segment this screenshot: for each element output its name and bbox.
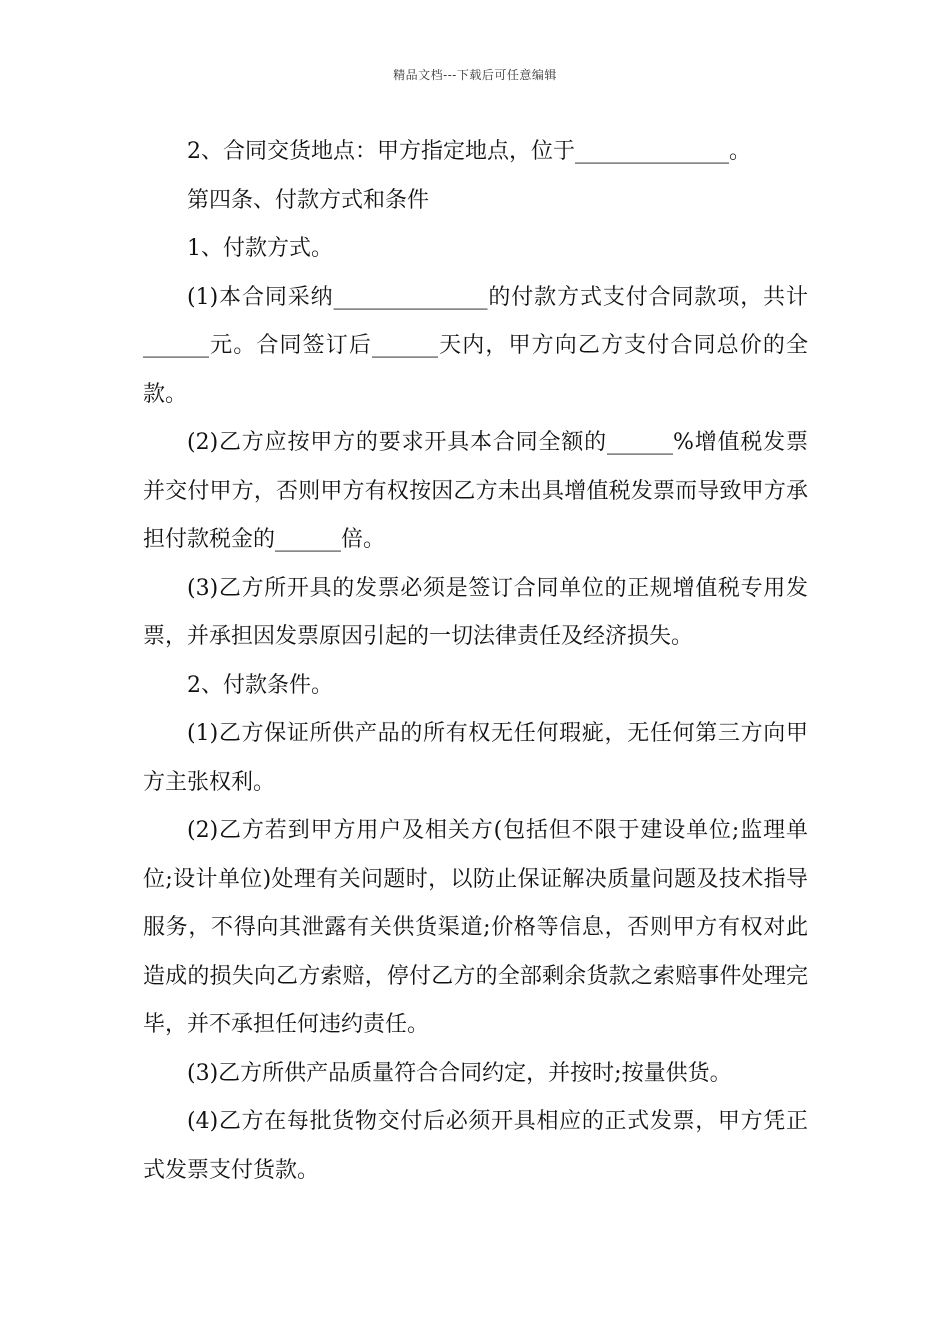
paragraph-payment-conditions-title: 2、付款条件。 (187, 672, 333, 698)
paragraph-payment-method-title: 1、付款方式。 (187, 236, 333, 261)
paragraph-payment-condition-1: (1)乙方保证所供产品的所有权无任何瑕疵，无任何第三方向甲方主张权利。 (143, 721, 808, 795)
section-heading-payment: 第四条、付款方式和条件 (187, 187, 430, 213)
paragraph-payment-condition-3: (3)乙方所供产品质量符合合同约定，并按时;按量供货。 (187, 1060, 732, 1086)
paragraph-payment-method-3: (3)乙方所开具的发票必须是签订合同单位的正规增值税专用发票，并承担因发票原因引起的一切法律责任及经济损失。 (143, 575, 808, 649)
paragraph-delivery-location: 2、合同交货地点：甲方指定地点，位于______________。 (187, 139, 751, 164)
paragraph-payment-method-2: (2)乙方应按甲方的要求开具本合同全额的______%增值税发票并交付甲方，否则甲方有权按因乙方未出具增值税发票而导致甲方承担付款税金的______倍。 (143, 430, 808, 552)
paragraph-payment-method-1: (1)本合同采纳______________的付款方式支付合同款项，共计______元。合同签订后______天内，甲方向乙方支付合同总价的全款。 (143, 284, 808, 407)
document-body (143, 128, 808, 1195)
paragraph-payment-condition-2: (2)乙方若到甲方用户及相关方(包括但不限于建设单位;监理单位;设计单位)处理有关问题时，以防止保证解决质量问题及技术指导服务，不得向其泄露有关供货渠道;价格等信息，否则甲方有权对此造成的损失向乙方索赔，停付乙方的全部剩余货款之索赔事件处理完毕，并不承担任何违约责任。 (143, 818, 808, 1037)
paragraph-payment-condition-4: (4)乙方在每批货物交付后必须开具相应的正式发票，甲方凭正式发票支付货款。 (143, 1109, 808, 1183)
page-header: 精品文档---下载后可任意编辑 (393, 68, 557, 82)
